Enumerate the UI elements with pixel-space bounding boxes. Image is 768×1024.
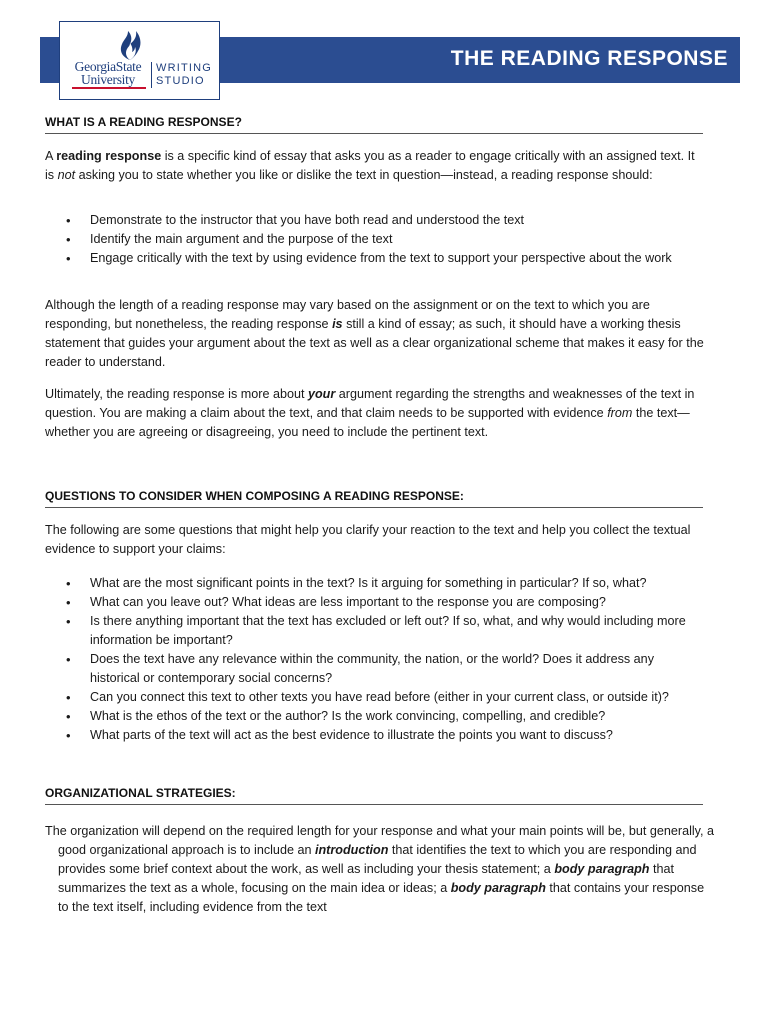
section-heading-what-is: WHAT IS A READING RESPONSE? (45, 115, 703, 134)
list-item: • What are the most significant points in the text? Is it arguing for something in particular? If so, what? (45, 574, 705, 593)
organization-paragraph: The organization will depend on the required length for your response and what your main points will be, but generally, a good organizational approach is to include an introduction that identifies the text to which you are responding and provides some brief context about the work, as well as including your thesis statement; a body paragraph that summarizes the text as a whole, focusing on the main idea or ideas; a body paragraph that contains your response to the text itself, including evidence from the text (45, 824, 715, 914)
logo-university-name: GeorgiaState University (74, 59, 142, 87)
logo-red-rule (72, 87, 146, 89)
list-item: • Can you connect this text to other texts you have read before (either in your current class, or outside it)? (45, 688, 705, 707)
questions-intro-paragraph: The following are some questions that might help you clarify your reaction to the text and help you collect the textual evidence to support your claims: (45, 523, 691, 556)
logo-writing-studio: WRITING STUDIO (156, 62, 213, 87)
list-item: • What parts of the text will act as the best evidence to illustrate the points you want to discuss? (45, 726, 705, 745)
flame-icon (116, 27, 144, 61)
list-item: • Is there anything important that the text has excluded or left out? If so, what, and why would including more information be important? (45, 612, 705, 650)
gsu-writing-studio-logo (59, 21, 220, 100)
list-item: • Engage critically with the text by using evidence from the text to support your perspective about the work (45, 249, 705, 268)
list-item: • Demonstrate to the instructor that you have both read and understood the text (45, 211, 705, 230)
list-item: • Identify the main argument and the purpose of the text (45, 230, 705, 249)
response-goals-list (45, 211, 705, 268)
length-paragraph: Although the length of a reading response may vary based on the assignment or on the text to which you are responding, but nonetheless, the reading response is still a kind of essay; as such, it should have a working thesis statement that guides your argument about the text as well as a clear organizational scheme that makes it easy for the reader to understand. (45, 298, 704, 369)
list-item: • What can you leave out? What ideas are less important to the response you are composing? (45, 593, 705, 612)
intro-paragraph: A reading response is a specific kind of essay that asks you as a reader to engage critically with an assigned text. It is not asking you to state whether you like or dislike the text in question—instead, a reading response should: (45, 149, 695, 182)
ultimately-paragraph: Ultimately, the reading response is more about your argument regarding the strengths and weaknesses of the text in question. You are making a claim about the text, and that claim needs to be supported with evidence from the text—whether you are agreeing or disagreeing, you need to include the pertinent text. (45, 387, 695, 439)
list-item: • What is the ethos of the text or the author? Is the work convincing, compelling, and credible? (45, 707, 705, 726)
section-heading-questions: QUESTIONS TO CONSIDER WHEN COMPOSING A READING RESPONSE: (45, 489, 703, 508)
questions-list (45, 574, 705, 745)
list-item: • Does the text have any relevance within the community, the nation, or the world? Does it address any historical or contemporary social concerns? (45, 650, 705, 688)
section-heading-organizational: ORGANIZATIONAL STRATEGIES: (45, 786, 703, 805)
page-title: THE READING RESPONSE (450, 47, 728, 70)
logo-divider (151, 62, 152, 88)
